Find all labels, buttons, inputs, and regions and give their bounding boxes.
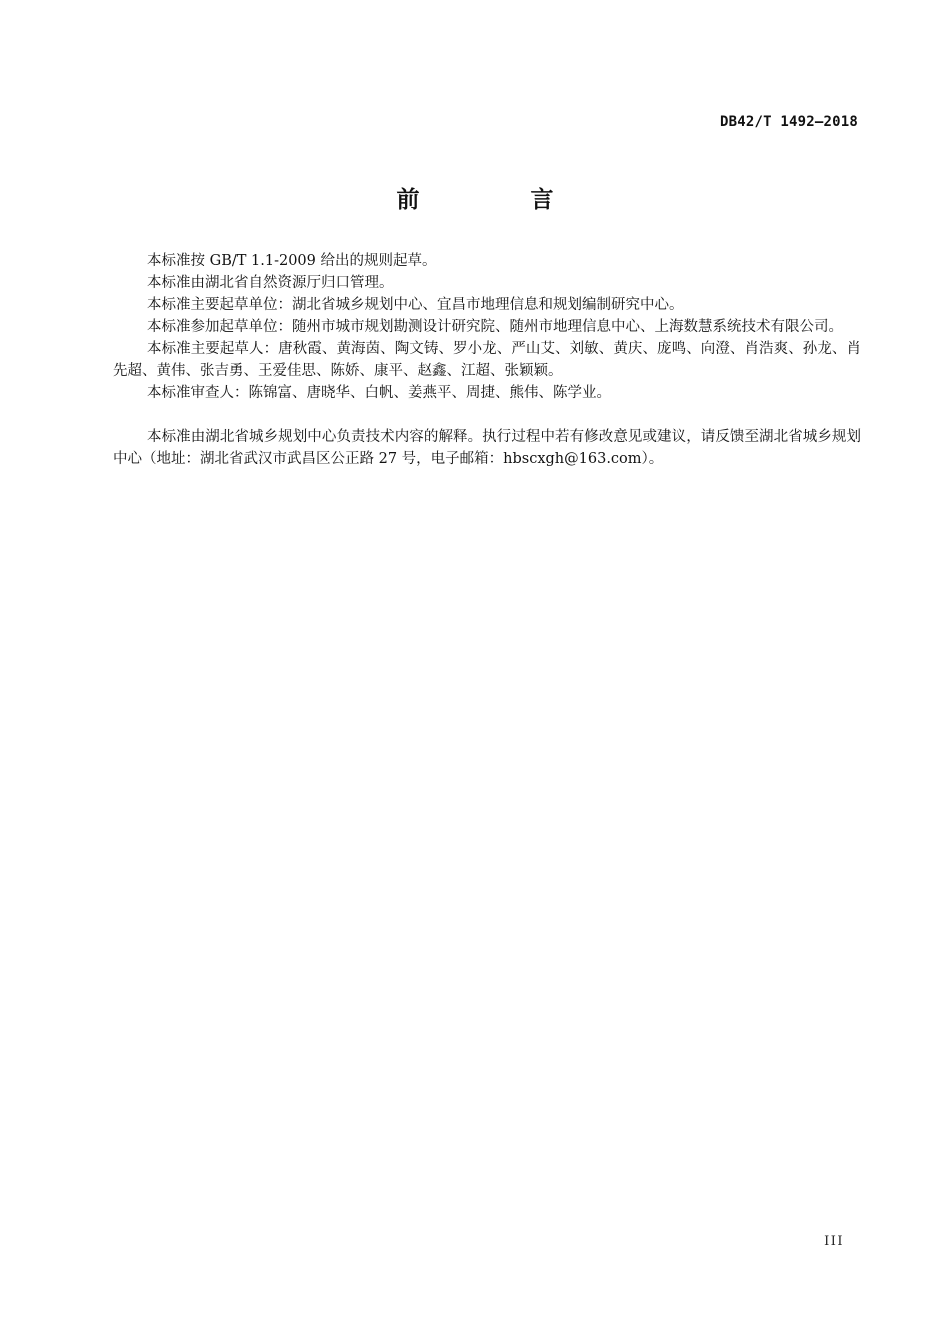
foreword-paragraph-interpretation: 本标准由湖北省城乡规划中心负责技术内容的解释。执行过程中若有修改意见或建议，请反馈至湖北省城乡规划中心（地址：湖北省武汉市武昌区公正路 27 号，电子邮箱：hbscxgh@163.com）。 — [113, 429, 861, 467]
foreword-paragraph-drafting-rules: 本标准按 GB/T 1.1-2009 给出的规则起草。 — [147, 253, 437, 269]
foreword-paragraph-main-drafters: 本标准主要起草人：唐秋霞、黄海茵、陶文铸、罗小龙、严山艾、刘敏、黄庆、庞鸣、向澄、肖浩爽、孙龙、肖先超、黄伟、张吉勇、王爱佳思、陈娇、康平、赵鑫、江超、张颖颖。 — [113, 341, 861, 379]
standard-code: DB42/T 1492—2018 — [719, 114, 858, 130]
page-number: III — [824, 1234, 844, 1249]
foreword-body — [113, 250, 861, 470]
foreword-paragraph-participating-units: 本标准参加起草单位：随州市城市规划勘测设计研究院、随州市地理信息中心、上海数慧系统技术有限公司。 — [147, 319, 843, 335]
foreword-paragraph-management: 本标准由湖北省自然资源厅归口管理。 — [147, 275, 394, 291]
foreword-paragraph-main-units: 本标准主要起草单位：湖北省城乡规划中心、宜昌市地理信息和规划编制研究中心。 — [147, 297, 684, 313]
page-title: 前 言 — [396, 187, 598, 213]
foreword-paragraph-reviewers: 本标准审查人：陈锦富、唐晓华、白帆、姜燕平、周捷、熊伟、陈学业。 — [147, 385, 611, 401]
